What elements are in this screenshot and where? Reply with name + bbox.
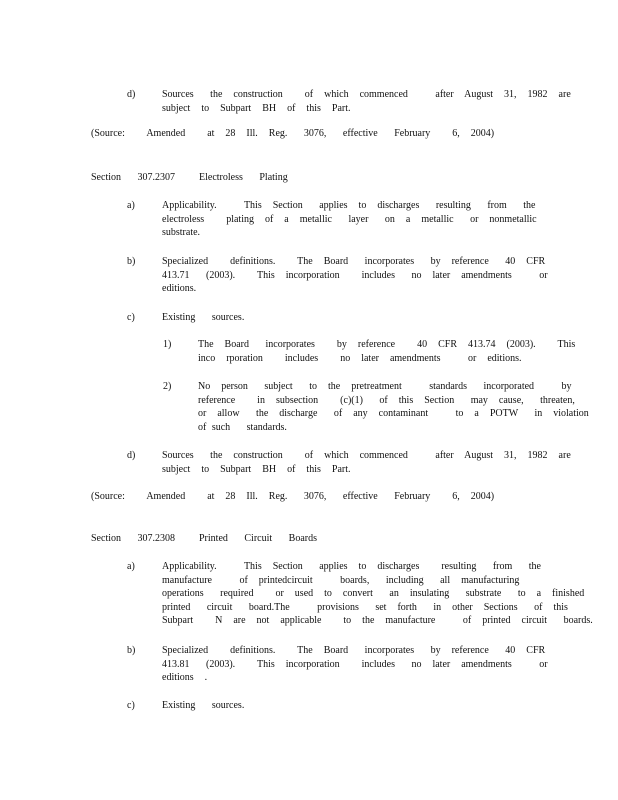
- text-line: No person subject to the pretreatment standards incorporated by: [198, 381, 572, 392]
- text-line: operations required or used to convert an insulating substrate to a finished: [162, 588, 585, 599]
- item-d-text: [162, 449, 571, 476]
- text-line: electroless plating of a metallic layer on a metallic or nonmetallic: [162, 213, 537, 225]
- subitem-2-text: [198, 380, 589, 434]
- text-line: or allow the discharge of any contaminant to a POTW in violation: [198, 408, 589, 419]
- text-line: Specialized definitions. The Board incorporates by reference 40 CFR: [162, 256, 546, 267]
- item-b-text: [162, 644, 548, 685]
- text-line: The Board incorporates by reference 40 CFR 413.74 (2003). This: [198, 339, 576, 350]
- item-label-c: c): [127, 700, 135, 711]
- section-number: Section 307.2307: [91, 172, 175, 183]
- text-line: inco rporation includes no later amendments or editions.: [198, 352, 522, 364]
- text-line: subject to Subpart BH of this Part.: [162, 102, 351, 114]
- item-label-d: d): [127, 89, 136, 100]
- section-title: Electroless Plating: [199, 172, 288, 183]
- item-label-d: d): [127, 450, 136, 461]
- text-line: Specialized definitions. The Board incorporates by reference 40 CFR: [162, 645, 546, 656]
- item-d-text: [162, 88, 571, 115]
- source-note: (Source: Amended at 28 Ill. Reg. 3076, effective February 6, 2004): [91, 491, 495, 502]
- subitem-label-2: 2): [163, 381, 172, 392]
- item-c-text: Existing sources.: [162, 700, 245, 711]
- text-line: printed circuit board.The provisions set forth in other Sections of this: [162, 601, 568, 613]
- item-label-a: a): [127, 561, 135, 572]
- text-line: subject to Subpart BH of this Part.: [162, 463, 351, 475]
- item-label-b: b): [127, 256, 136, 267]
- text-line: 413.71 (2003). This incorporation includes no later amendments or: [162, 269, 548, 281]
- text-line: Applicability. This Section applies to discharges resulting from the: [162, 200, 536, 211]
- text-line: Subpart N are not applicable to the manufacture of printed circuit boards.: [162, 615, 593, 626]
- text-line: of such standards.: [198, 421, 287, 433]
- text-line: 413.81 (2003). This incorporation includes no later amendments or: [162, 658, 548, 670]
- item-a-text: [162, 560, 593, 628]
- item-label-a: a): [127, 200, 135, 211]
- text-line: Sources the construction of which commenced after August 31, 1982 are: [162, 89, 571, 100]
- section-number: Section 307.2308: [91, 533, 175, 544]
- item-a-text: [162, 199, 537, 240]
- item-c-text: Existing sources.: [162, 312, 245, 323]
- subitem-1-text: [198, 338, 576, 365]
- text-line: reference in subsection (c)(1) of this Section may cause, threaten,: [198, 394, 575, 406]
- text-line: editions .: [162, 672, 208, 683]
- text-line: manufacture of printedcircuit boards, including all manufacturing: [162, 574, 520, 586]
- item-label-c: c): [127, 312, 135, 323]
- subitem-label-1: 1): [163, 339, 172, 350]
- text-line: Applicability. This Section applies to discharges resulting from the: [162, 561, 541, 572]
- source-note: (Source: Amended at 28 Ill. Reg. 3076, effective February 6, 2004): [91, 128, 495, 139]
- item-label-b: b): [127, 645, 136, 656]
- item-b-text: [162, 255, 548, 296]
- section-title: Printed Circuit Boards: [199, 533, 317, 544]
- text-line: editions.: [162, 283, 197, 294]
- text-line: Sources the construction of which commenced after August 31, 1982 are: [162, 450, 571, 461]
- text-line: substrate.: [162, 227, 201, 238]
